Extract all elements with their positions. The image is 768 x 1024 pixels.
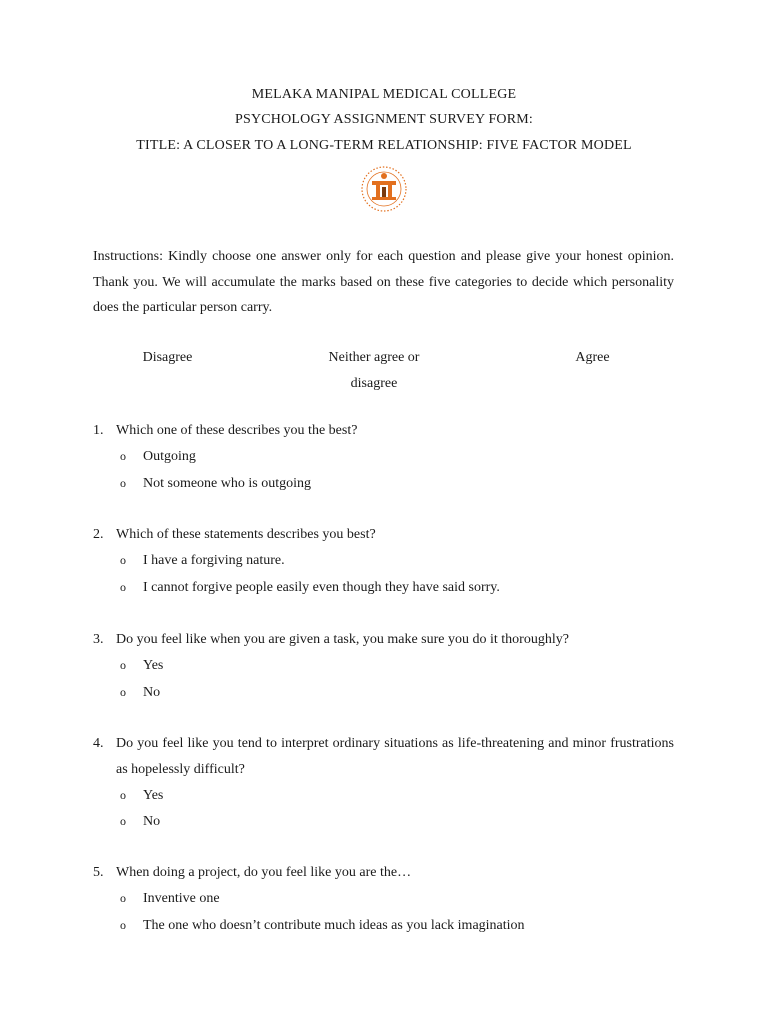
bullet-icon: o <box>120 685 126 699</box>
bullet-icon: o <box>120 449 126 463</box>
instructions-text: Instructions: Kindly choose one answer only for each question and please give your honest opinion. Thank you. We will accumulate the marks based on these five categories to decide which personality does the particular person carry. <box>93 249 674 315</box>
scale-neutral-line2: disagree <box>350 375 398 391</box>
option-label: Inventive one <box>143 891 220 906</box>
option-item[interactable] <box>120 548 285 574</box>
question-1 <box>93 418 674 444</box>
question-number: 2. <box>93 527 104 542</box>
scale-disagree-label: Disagree <box>142 350 193 365</box>
bullet-icon: o <box>120 476 126 490</box>
bullet-icon: o <box>120 580 126 594</box>
bullet-icon: o <box>120 658 126 672</box>
scale-neutral-line1: Neither agree or <box>328 350 420 365</box>
option-item[interactable] <box>120 575 500 601</box>
option-label: Outgoing <box>143 449 196 464</box>
bullet-icon: o <box>120 788 126 802</box>
option-label: Yes <box>143 788 164 803</box>
option-label: I cannot forgive people easily even though they have said sorry. <box>143 580 500 595</box>
question-2 <box>93 522 674 548</box>
bullet-icon: o <box>120 553 126 567</box>
college-name: MELAKA MANIPAL MEDICAL COLLEGE <box>251 87 517 102</box>
bullet-icon: o <box>120 891 126 905</box>
question-3 <box>93 627 674 653</box>
option-label: I have a forgiving nature. <box>143 553 285 568</box>
question-number: 4. <box>93 736 104 751</box>
option-label: No <box>143 685 161 700</box>
option-item[interactable] <box>120 444 196 470</box>
option-label: The one who doesn’t contribute much ideas as you lack imagination <box>143 918 525 933</box>
scale-agree-label: Agree <box>575 350 610 365</box>
option-label: No <box>143 814 161 829</box>
question-text: Which of these statements describes you best? <box>116 527 376 542</box>
question-5 <box>93 860 674 886</box>
option-label: Yes <box>143 658 164 673</box>
question-4 <box>93 731 674 782</box>
question-text: Which one of these describes you the best? <box>116 423 358 438</box>
form-title: PSYCHOLOGY ASSIGNMENT SURVEY FORM: <box>234 112 534 127</box>
bullet-icon: o <box>120 814 126 828</box>
scale-neutral-label <box>315 345 433 396</box>
bullet-icon: o <box>120 918 126 932</box>
option-item[interactable] <box>120 809 160 835</box>
question-number: 5. <box>93 865 104 880</box>
question-text: Do you feel like you tend to interpret ordinary situations as life-threatening and minor frustrations as hopelessly difficult? <box>116 736 674 777</box>
option-item[interactable] <box>120 886 220 912</box>
survey-title: TITLE: A CLOSER TO A LONG-TERM RELATIONSHIP: FIVE FACTOR MODEL <box>136 138 632 153</box>
option-label: Not someone who is outgoing <box>143 476 311 491</box>
option-item[interactable] <box>120 653 163 679</box>
option-item[interactable] <box>120 783 163 809</box>
option-item[interactable] <box>120 913 525 939</box>
question-number: 3. <box>93 632 104 647</box>
question-text: Do you feel like when you are given a task, you make sure you do it thoroughly? <box>116 632 569 647</box>
option-item[interactable] <box>120 680 160 706</box>
college-crest-icon <box>360 165 408 213</box>
question-text: When doing a project, do you feel like you are the… <box>116 865 412 880</box>
question-number: 1. <box>93 423 104 438</box>
option-item[interactable] <box>120 471 311 497</box>
